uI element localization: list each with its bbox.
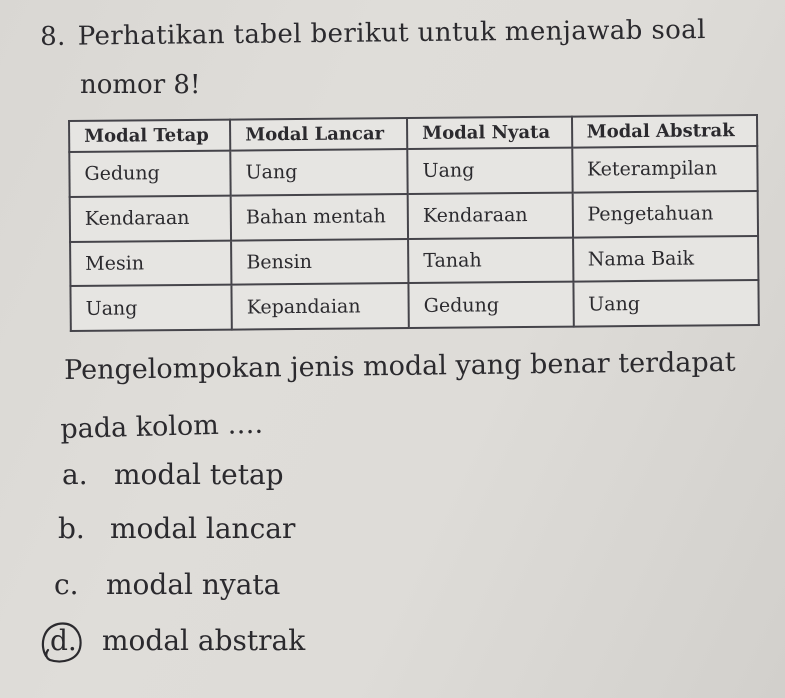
option-a[interactable] [62, 458, 284, 491]
question-number: 8. [40, 21, 66, 52]
table-row [70, 191, 758, 242]
table-row [70, 235, 758, 286]
option-letter: a. [62, 458, 88, 491]
option-letter: c. [54, 568, 79, 601]
table-cell: Uang [407, 148, 572, 194]
option-text: modal lancar [110, 512, 296, 545]
table-cell: Tanah [408, 237, 573, 283]
option-letter [50, 624, 102, 657]
table-header-cell: Modal Nyata [407, 117, 572, 149]
table-cell: Bahan mentah [231, 194, 408, 240]
option-text: modal abstrak [102, 624, 306, 657]
table-row [69, 146, 757, 197]
question-line-1 [40, 15, 706, 52]
table-header-cell: Modal Lancar [230, 118, 407, 151]
question-text: Perhatikan tabel berikut untuk menjawab soal [77, 15, 706, 52]
question-stem-line-2: pada kolom …. [60, 408, 264, 445]
option-text: modal tetap [114, 458, 284, 491]
table-cell: Kepandaian [232, 283, 409, 329]
capital-types-table [68, 114, 760, 332]
table-cell: Pengetahuan [572, 191, 758, 237]
option-letter: b. [58, 512, 85, 545]
option-text: modal nyata [106, 568, 281, 601]
table-row [70, 280, 758, 331]
table-header-cell: Modal Tetap [69, 120, 230, 152]
table-cell: Kendaraan [70, 195, 232, 241]
table-cell: Nama Baik [573, 235, 759, 281]
table-cell: Uang [230, 149, 407, 195]
table-cell: Gedung [409, 282, 574, 328]
table-cell: Bensin [231, 239, 408, 285]
option-letter-text: d. [50, 624, 77, 657]
option-b[interactable] [58, 512, 295, 545]
table-cell: Uang [70, 285, 232, 331]
question-line-2: nomor 8! [80, 70, 201, 100]
table-cell: Mesin [70, 240, 232, 286]
table-cell: Kendaraan [408, 192, 573, 238]
option-c[interactable] [54, 568, 280, 601]
option-d-selected[interactable] [50, 624, 305, 657]
question-stem-line-1: Pengelompokan jenis modal yang benar terdapat [64, 346, 736, 386]
table-cell: Gedung [69, 151, 231, 197]
table-header-cell: Modal Abstrak [572, 115, 758, 148]
table-cell: Keterampilan [572, 146, 758, 192]
table-cell: Uang [573, 280, 759, 326]
answer-circle-mark [36, 616, 88, 668]
